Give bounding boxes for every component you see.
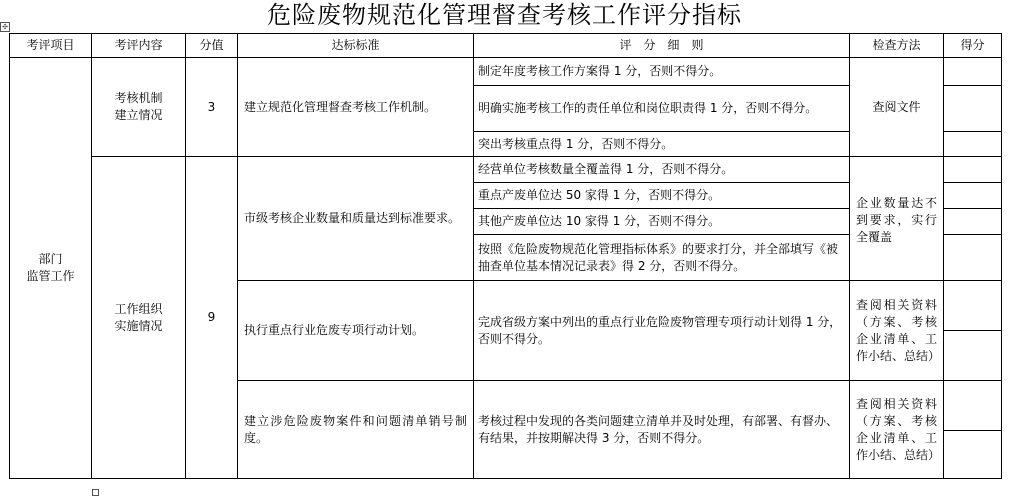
- points-cell[interactable]: [944, 157, 1002, 183]
- header-item: 考评项目: [10, 34, 92, 58]
- points-cell[interactable]: [944, 281, 1002, 331]
- standard-cell: 建立涉危险废物案件和问题清单销号制度。: [238, 381, 474, 479]
- detail-cell: 完成省级方案中列出的重点行业危险废物管理专项行动计划得 1 分，否则不得分。: [474, 281, 850, 381]
- method-cell: 查阅文件: [850, 58, 944, 157]
- detail-cell: 其他产废单位达 10 家得 1 分，否则不得分。: [474, 209, 850, 235]
- detail-cell: 明确实施考核工作的责任单位和岗位职责得 1 分，否则不得分。: [474, 86, 850, 132]
- method-cell: 查阅相关资料（方案、考核企业清单、工作小结、总结）: [850, 281, 944, 381]
- points-cell[interactable]: [944, 86, 1002, 132]
- header-points: 得分: [944, 34, 1002, 58]
- standard-cell: 建立规范化管理督查考核工作机制。: [238, 58, 474, 157]
- project-cell: 部门 监管工作: [10, 58, 92, 479]
- header-content: 考评内容: [92, 34, 186, 58]
- points-cell[interactable]: [944, 331, 1002, 381]
- points-cell[interactable]: [944, 132, 1002, 157]
- standard-cell: 市级考核企业数量和质量达到标准要求。: [238, 157, 474, 281]
- method-cell: 查阅相关资料（方案、考核企业清单、工作小结、总结）: [850, 381, 944, 479]
- detail-cell: 考核过程中发现的各类问题建立清单并及时处理，有部署、有督办、有结果，并按期解决得 3 分，否则不得分。: [474, 381, 850, 479]
- score-cell: 9: [186, 157, 238, 479]
- detail-cell: 经营单位考核数量全覆盖得 1 分，否则不得分。: [474, 157, 850, 183]
- standard-cell: 执行重点行业危废专项行动计划。: [238, 281, 474, 381]
- score-cell: 3: [186, 58, 238, 157]
- points-cell[interactable]: [944, 235, 1002, 281]
- scoring-table: [9, 33, 1002, 479]
- header-standard: 达标标准: [238, 34, 474, 58]
- points-cell[interactable]: [944, 381, 1002, 431]
- table-move-handle-icon[interactable]: ✣: [0, 22, 10, 32]
- detail-cell: 按照《危险废物规范化管理指标体系》的要求打分，并全部填写《被抽查单位基本情况记录表》得 2 分，否则不得分。: [474, 235, 850, 281]
- content-cell: 工作组织 实施情况: [92, 157, 186, 479]
- table-row: [10, 157, 1002, 183]
- table-row: [10, 58, 1002, 86]
- points-cell[interactable]: [944, 209, 1002, 235]
- points-cell[interactable]: [944, 431, 1002, 479]
- points-cell[interactable]: [944, 58, 1002, 86]
- detail-cell: 突出考核重点得 1 分，否则不得分。: [474, 132, 850, 157]
- method-cell: 企业数量达不到要求，实行全覆盖: [850, 157, 944, 281]
- table-resize-handle-icon[interactable]: [92, 489, 99, 496]
- header-score: 分值: [186, 34, 238, 58]
- content-cell: 考核机制 建立情况: [92, 58, 186, 157]
- points-cell[interactable]: [944, 183, 1002, 209]
- detail-cell: 制定年度考核工作方案得 1 分，否则不得分。: [474, 58, 850, 86]
- header-method: 检查方法: [850, 34, 944, 58]
- document-title: 危险废物规范化管理督查考核工作评分指标: [267, 1, 742, 29]
- detail-cell: 重点产废单位达 50 家得 1 分，否则不得分。: [474, 183, 850, 209]
- table-header-row: [10, 34, 1002, 58]
- header-detail: 评 分 细 则: [474, 34, 850, 58]
